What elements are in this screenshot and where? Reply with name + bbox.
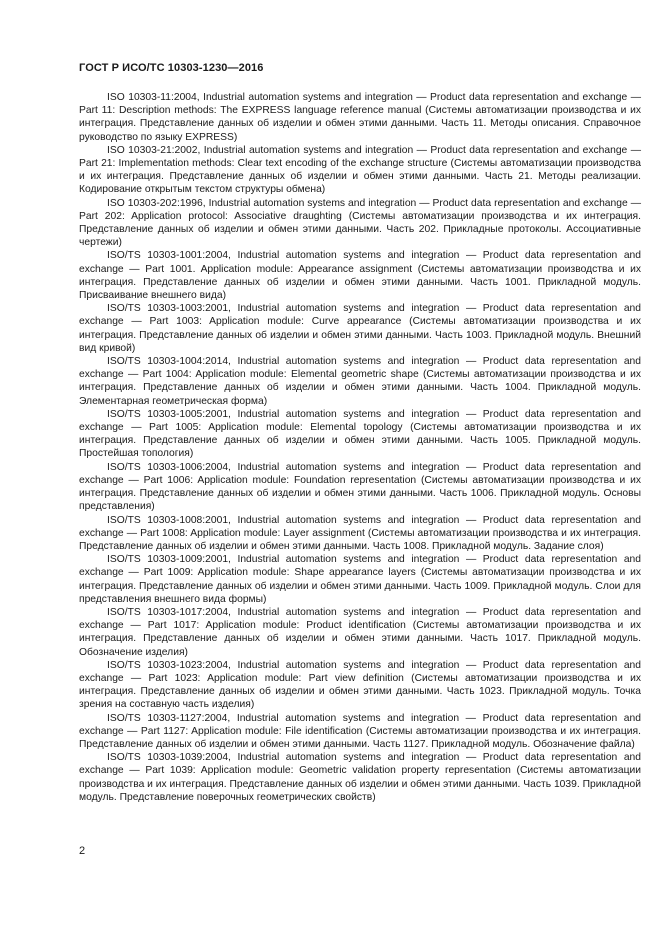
reference-iso-ts-10303-1006: ISO/TS 10303-1006:2004, Industrial automation systems and integration — Product data representation and exchange — Part 1006: Application module: Foundation representation (Системы автоматизации производства и их интеграция. Представление данных об изделии и обмен этими данными. Часть 1006. Прикладной модуль. Основы представления): [79, 461, 641, 513]
reference-iso-ts-10303-1008: ISO/TS 10303-1008:2001, Industrial automation systems and integration — Product data representation and exchange — Part 1008: Application module: Layer assignment (Системы автоматизации производства и их интеграция. Представление данных об изделии и обмен этими данными. Часть 1008. Прикладной модуль. Задание слоя): [79, 514, 641, 552]
reference-iso-ts-10303-1009: ISO/TS 10303-1009:2001, Industrial automation systems and integration — Product data representation and exchange — Part 1009: Application module: Shape appearance layers (Системы автоматизации производства и их интеграция. Представление данных об изделии и обмен этими данными. Часть 1009. Прикладной модуль. Слои для представления внешнего вида формы): [79, 554, 641, 605]
reference-iso-10303-21: ISO 10303-21:2002, Industrial automation systems and integration — Product data representation and exchange — Part 21: Implementation methods: Clear text encoding of the exchange structure (Системы автоматизации производства и их интеграция. Представление данных об изделии и обмен этими данными. Часть 21. Методы реализации. Кодирование открытым текстом структуры обмена): [79, 144, 641, 196]
page-number: 2: [79, 845, 86, 857]
reference-iso-ts-10303-1023: ISO/TS 10303-1023:2004, Industrial automation systems and integration — Product data representation and exchange — Part 1023: Application module: Part view definition (Системы автоматизации производства и их интеграция. Представление данных об изделии и обмен этими данными. Часть 1023. Прикладной модуль. Точка зрения на составную часть изделия): [79, 659, 641, 711]
document-header: ГОСТ Р ИСО/ТС 10303-1230—2016: [79, 62, 264, 74]
reference-iso-ts-10303-1001: ISO/TS 10303-1001:2004, Industrial automation systems and integration — Product data representation and exchange — Part 1001. Application module: Appearance assignment (Системы автоматизации производства и их интеграция. Представление данных об изделии и обмен этими данными. Часть 1001. Прикладной модуль. Присваивание внешнего вида): [79, 250, 641, 302]
reference-iso-ts-10303-1039: ISO/TS 10303-1039:2004, Industrial automation systems and integration — Product data representation and exchange — Part 1039: Application module: Geometric validation property representation (Системы автоматизации производства и их интеграция. Представление данных об изделии и обмен этими данными. Часть 1039. Прикладной модуль. Представление поверочных геометрических свойств): [79, 752, 641, 803]
reference-iso-ts-10303-1004: ISO/TS 10303-1004:2014, Industrial automation systems and integration — Product data representation and exchange — Part 1004: Application module: Elemental geometric shape (Системы автоматизации производства и их интеграция. Представление данных об изделии и обмен этими данными. Часть 1004. Прикладной модуль. Элементарная геометрическая форма): [79, 356, 641, 407]
reference-iso-ts-10303-1003: ISO/TS 10303-1003:2001, Industrial automation systems and integration — Product data representation and exchange — Part 1003: Application module: Curve appearance (Системы автоматизации производства и их интеграция. Представление данных об изделии и обмен этими данными. Часть 1003. Прикладной модуль. Внешний вид кривой): [79, 303, 641, 354]
reference-iso-ts-10303-1005: ISO/TS 10303-1005:2001, Industrial automation systems and integration — Product data representation and exchange — Part 1005: Application module: Elemental topology (Системы автоматизации производства и их интеграция. Представление данных об изделии и обмен этими данными. Часть 1005. Прикладной модуль. Простейшая топология): [79, 408, 641, 460]
reference-iso-10303-202: ISO 10303-202:1996, Industrial automation systems and integration — Product data representation and exchange — Part 202: Application protocol: Associative draughting (Системы автоматизации производства и их интеграция. Представление данных об изделии и обмен этими данными. Часть 202. Прикладные протоколы. Ассоциативные чертежи): [79, 197, 641, 249]
reference-iso-10303-11: ISO 10303-11:2004, Industrial automation systems and integration — Product data representation and exchange — Part 11: Description methods: The EXPRESS language reference manual (Системы автоматизации производства и их интеграция. Представление данных об изделии и обмен этими данными. Часть 11. Методы описания. Справочное руководство по языку EXPRESS): [79, 92, 641, 143]
normative-references: [79, 91, 641, 804]
reference-iso-ts-10303-1017: ISO/TS 10303-1017:2004, Industrial automation systems and integration — Product data representation and exchange — Part 1017: Application module: Product identification (Системы автоматизации производства и их интеграция. Представление данных об изделии и обмен этими данными. Часть 1017. Прикладной модуль. Обозначение изделия): [79, 606, 641, 658]
reference-iso-ts-10303-1127: ISO/TS 10303-1127:2004, Industrial automation systems and integration — Product data representation and exchange — Part 1127: Application module: File identification (Системы автоматизации производства и их интеграция. Представление данных об изделии и обмен этими данными. Часть 1127. Прикладной модуль. Обозначение файла): [79, 712, 641, 750]
